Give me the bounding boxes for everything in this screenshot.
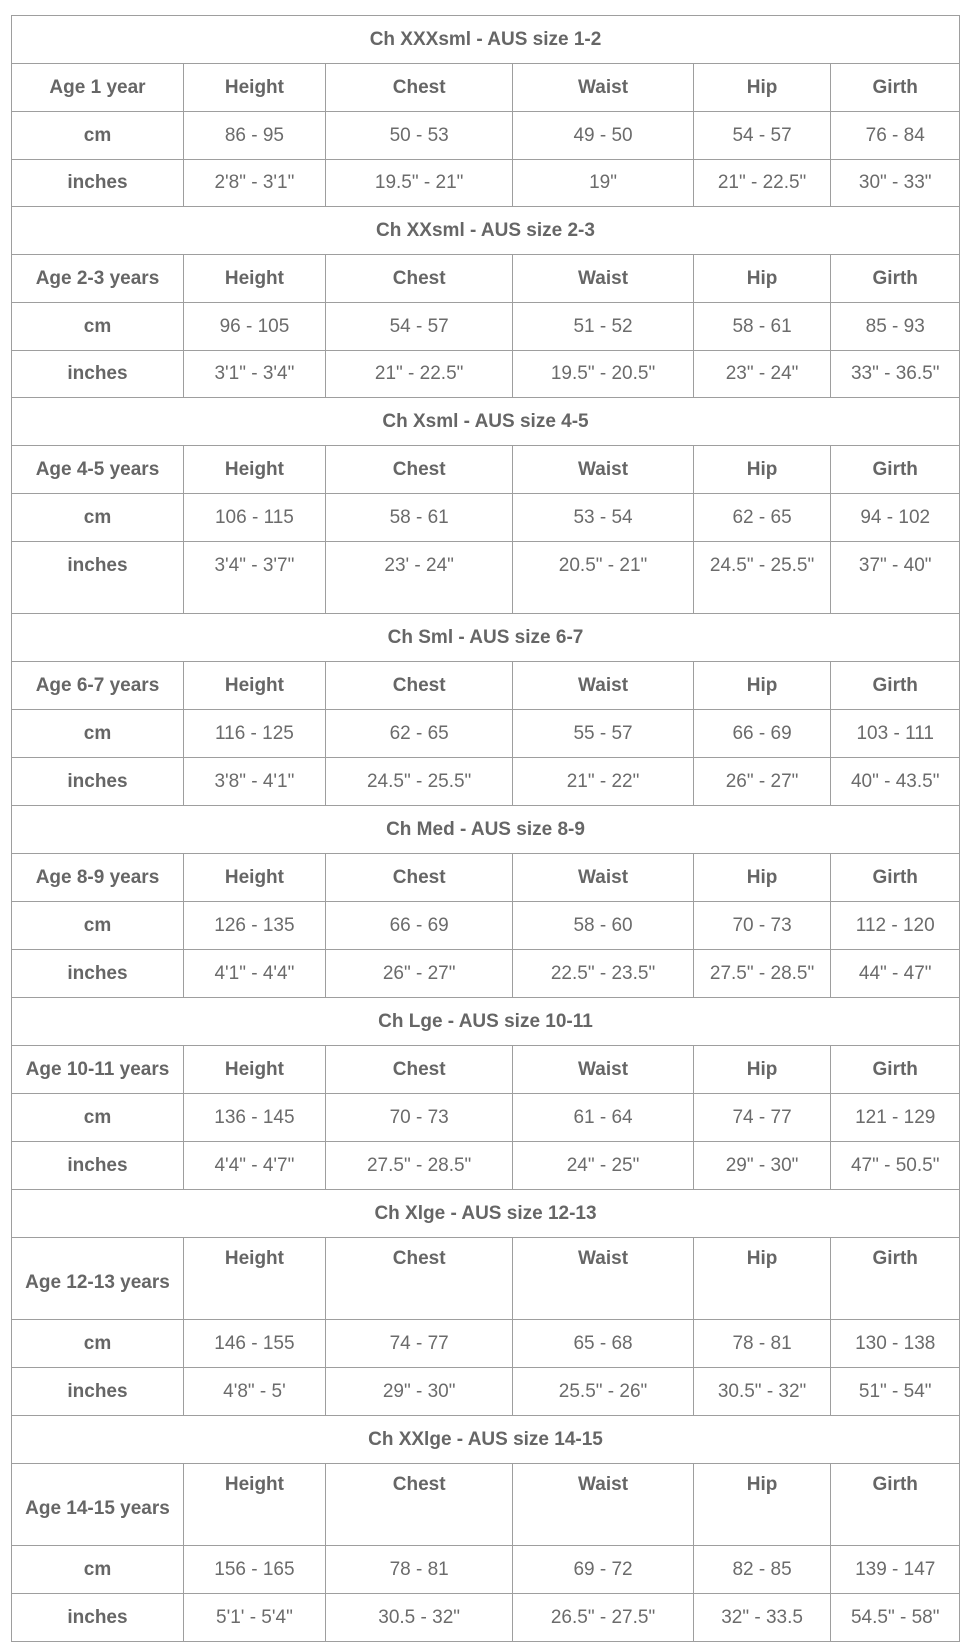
cm-height: 106 - 115 <box>183 494 325 542</box>
measurement-header-row <box>12 64 960 112</box>
cm-chest: 50 - 53 <box>325 112 513 160</box>
inches-height: 4'4" - 4'7" <box>183 1142 325 1190</box>
unit-label-cm: cm <box>12 494 184 542</box>
inches-waist: 24" - 25" <box>513 1142 693 1190</box>
header-girth: Girth <box>831 1238 960 1320</box>
inches-height: 2'8" - 3'1" <box>183 160 325 207</box>
inches-hip: 32" - 33.5 <box>693 1594 831 1642</box>
cm-row <box>12 1546 960 1594</box>
cm-hip: 66 - 69 <box>693 710 831 758</box>
unit-label-inches: inches <box>12 160 184 207</box>
inches-row <box>12 1594 960 1642</box>
header-chest: Chest <box>325 64 513 112</box>
header-hip: Hip <box>693 662 831 710</box>
header-height: Height <box>183 446 325 494</box>
cm-row <box>12 303 960 351</box>
inches-chest: 30.5 - 32" <box>325 1594 513 1642</box>
inches-hip: 27.5" - 28.5" <box>693 950 831 998</box>
cm-waist: 58 - 60 <box>513 902 693 950</box>
inches-hip: 23" - 24" <box>693 351 831 398</box>
header-height: Height <box>183 662 325 710</box>
unit-label-inches: inches <box>12 1368 184 1416</box>
header-hip: Hip <box>693 1046 831 1094</box>
header-hip: Hip <box>693 255 831 303</box>
size-group-title: Ch Sml - AUS size 6-7 <box>12 614 960 662</box>
measurement-header-row <box>12 1046 960 1094</box>
inches-row <box>12 542 960 614</box>
size-group-title: Ch XXsml - AUS size 2-3 <box>12 207 960 255</box>
header-hip: Hip <box>693 1464 831 1546</box>
measurement-header-row <box>12 255 960 303</box>
measurement-header-row <box>12 662 960 710</box>
cm-girth: 76 - 84 <box>831 112 960 160</box>
size-group-title: Ch XXlge - AUS size 14-15 <box>12 1416 960 1464</box>
header-girth: Girth <box>831 854 960 902</box>
inches-height: 4'1" - 4'4" <box>183 950 325 998</box>
cm-girth: 139 - 147 <box>831 1546 960 1594</box>
header-girth: Girth <box>831 255 960 303</box>
size-group-title-row <box>12 207 960 255</box>
age-label: Age 6-7 years <box>12 662 184 710</box>
cm-girth: 121 - 129 <box>831 1094 960 1142</box>
cm-row <box>12 710 960 758</box>
cm-height: 126 - 135 <box>183 902 325 950</box>
size-group-title: Ch Med - AUS size 8-9 <box>12 806 960 854</box>
header-hip: Hip <box>693 64 831 112</box>
header-hip: Hip <box>693 854 831 902</box>
header-chest: Chest <box>325 662 513 710</box>
unit-label-inches: inches <box>12 950 184 998</box>
measurement-header-row <box>12 1464 960 1546</box>
unit-label-inches: inches <box>12 1594 184 1642</box>
cm-row <box>12 1094 960 1142</box>
cm-height: 96 - 105 <box>183 303 325 351</box>
unit-label-inches: inches <box>12 1142 184 1190</box>
inches-girth: 44" - 47" <box>831 950 960 998</box>
inches-waist: 19" <box>513 160 693 207</box>
age-label: Age 14-15 years <box>12 1464 184 1546</box>
size-chart-body <box>12 16 960 1642</box>
inches-height: 3'8" - 4'1" <box>183 758 325 806</box>
inches-hip: 29" - 30" <box>693 1142 831 1190</box>
header-chest: Chest <box>325 1464 513 1546</box>
cm-row <box>12 902 960 950</box>
header-waist: Waist <box>513 255 693 303</box>
inches-height: 5'1' - 5'4" <box>183 1594 325 1642</box>
inches-waist: 21" - 22" <box>513 758 693 806</box>
header-girth: Girth <box>831 446 960 494</box>
cm-hip: 58 - 61 <box>693 303 831 351</box>
header-waist: Waist <box>513 854 693 902</box>
inches-row <box>12 1368 960 1416</box>
header-waist: Waist <box>513 1046 693 1094</box>
unit-label-cm: cm <box>12 1320 184 1368</box>
cm-waist: 69 - 72 <box>513 1546 693 1594</box>
age-label: Age 1 year <box>12 64 184 112</box>
size-group-title-row <box>12 614 960 662</box>
unit-label-inches: inches <box>12 351 184 398</box>
cm-hip: 62 - 65 <box>693 494 831 542</box>
measurement-header-row <box>12 446 960 494</box>
inches-girth: 51" - 54" <box>831 1368 960 1416</box>
cm-row <box>12 1320 960 1368</box>
cm-hip: 82 - 85 <box>693 1546 831 1594</box>
header-chest: Chest <box>325 255 513 303</box>
size-group-title-row <box>12 1190 960 1238</box>
header-girth: Girth <box>831 1046 960 1094</box>
inches-waist: 26.5" - 27.5" <box>513 1594 693 1642</box>
size-group-title: Ch Xlge - AUS size 12-13 <box>12 1190 960 1238</box>
header-girth: Girth <box>831 64 960 112</box>
inches-chest: 26" - 27" <box>325 950 513 998</box>
unit-label-cm: cm <box>12 303 184 351</box>
size-group-title-row <box>12 398 960 446</box>
header-chest: Chest <box>325 1046 513 1094</box>
header-chest: Chest <box>325 854 513 902</box>
inches-waist: 22.5" - 23.5" <box>513 950 693 998</box>
cm-girth: 103 - 111 <box>831 710 960 758</box>
inches-waist: 19.5" - 20.5" <box>513 351 693 398</box>
measurement-header-row <box>12 854 960 902</box>
cm-hip: 54 - 57 <box>693 112 831 160</box>
age-label: Age 10-11 years <box>12 1046 184 1094</box>
unit-label-cm: cm <box>12 902 184 950</box>
header-hip: Hip <box>693 1238 831 1320</box>
inches-chest: 21" - 22.5" <box>325 351 513 398</box>
age-label: Age 4-5 years <box>12 446 184 494</box>
cm-hip: 74 - 77 <box>693 1094 831 1142</box>
header-girth: Girth <box>831 662 960 710</box>
inches-girth: 33" - 36.5" <box>831 351 960 398</box>
cm-waist: 65 - 68 <box>513 1320 693 1368</box>
inches-waist: 25.5" - 26" <box>513 1368 693 1416</box>
age-label: Age 12-13 years <box>12 1238 184 1320</box>
size-group-title-row <box>12 1416 960 1464</box>
size-group-title: Ch Lge - AUS size 10-11 <box>12 998 960 1046</box>
cm-girth: 94 - 102 <box>831 494 960 542</box>
header-hip: Hip <box>693 446 831 494</box>
inches-chest: 24.5" - 25.5" <box>325 758 513 806</box>
cm-height: 86 - 95 <box>183 112 325 160</box>
unit-label-cm: cm <box>12 112 184 160</box>
inches-row <box>12 351 960 398</box>
cm-row <box>12 494 960 542</box>
inches-row <box>12 950 960 998</box>
cm-row <box>12 112 960 160</box>
inches-row <box>12 160 960 207</box>
size-group-title: Ch XXXsml - AUS size 1-2 <box>12 16 960 64</box>
inches-chest: 27.5" - 28.5" <box>325 1142 513 1190</box>
inches-chest: 19.5" - 21" <box>325 160 513 207</box>
size-group-title-row <box>12 16 960 64</box>
inches-chest: 23' - 24" <box>325 542 513 614</box>
inches-girth: 40" - 43.5" <box>831 758 960 806</box>
inches-hip: 21" - 22.5" <box>693 160 831 207</box>
unit-label-inches: inches <box>12 758 184 806</box>
inches-girth: 47" - 50.5" <box>831 1142 960 1190</box>
inches-waist: 20.5" - 21" <box>513 542 693 614</box>
cm-waist: 49 - 50 <box>513 112 693 160</box>
cm-chest: 62 - 65 <box>325 710 513 758</box>
header-height: Height <box>183 1238 325 1320</box>
cm-height: 146 - 155 <box>183 1320 325 1368</box>
cm-chest: 54 - 57 <box>325 303 513 351</box>
cm-girth: 85 - 93 <box>831 303 960 351</box>
header-chest: Chest <box>325 1238 513 1320</box>
header-height: Height <box>183 255 325 303</box>
cm-waist: 61 - 64 <box>513 1094 693 1142</box>
cm-height: 116 - 125 <box>183 710 325 758</box>
cm-chest: 66 - 69 <box>325 902 513 950</box>
cm-waist: 53 - 54 <box>513 494 693 542</box>
header-waist: Waist <box>513 662 693 710</box>
cm-hip: 70 - 73 <box>693 902 831 950</box>
cm-girth: 130 - 138 <box>831 1320 960 1368</box>
cm-waist: 55 - 57 <box>513 710 693 758</box>
header-height: Height <box>183 854 325 902</box>
cm-chest: 74 - 77 <box>325 1320 513 1368</box>
inches-girth: 37" - 40" <box>831 542 960 614</box>
header-chest: Chest <box>325 446 513 494</box>
cm-chest: 58 - 61 <box>325 494 513 542</box>
inches-row <box>12 758 960 806</box>
inches-girth: 30" - 33" <box>831 160 960 207</box>
cm-chest: 70 - 73 <box>325 1094 513 1142</box>
inches-hip: 26" - 27" <box>693 758 831 806</box>
header-waist: Waist <box>513 64 693 112</box>
size-chart-table <box>11 15 960 1642</box>
header-waist: Waist <box>513 1238 693 1320</box>
cm-girth: 112 - 120 <box>831 902 960 950</box>
size-group-title-row <box>12 998 960 1046</box>
age-label: Age 2-3 years <box>12 255 184 303</box>
measurement-header-row <box>12 1238 960 1320</box>
unit-label-cm: cm <box>12 710 184 758</box>
unit-label-inches: inches <box>12 542 184 614</box>
inches-height: 3'1" - 3'4" <box>183 351 325 398</box>
cm-chest: 78 - 81 <box>325 1546 513 1594</box>
header-girth: Girth <box>831 1464 960 1546</box>
cm-height: 156 - 165 <box>183 1546 325 1594</box>
inches-hip: 30.5" - 32" <box>693 1368 831 1416</box>
cm-waist: 51 - 52 <box>513 303 693 351</box>
inches-row <box>12 1142 960 1190</box>
header-height: Height <box>183 1046 325 1094</box>
age-label: Age 8-9 years <box>12 854 184 902</box>
cm-height: 136 - 145 <box>183 1094 325 1142</box>
unit-label-cm: cm <box>12 1094 184 1142</box>
unit-label-cm: cm <box>12 1546 184 1594</box>
header-waist: Waist <box>513 1464 693 1546</box>
header-height: Height <box>183 64 325 112</box>
size-group-title-row <box>12 806 960 854</box>
cm-hip: 78 - 81 <box>693 1320 831 1368</box>
header-height: Height <box>183 1464 325 1546</box>
inches-chest: 29" - 30" <box>325 1368 513 1416</box>
header-waist: Waist <box>513 446 693 494</box>
inches-hip: 24.5" - 25.5" <box>693 542 831 614</box>
inches-height: 4'8" - 5' <box>183 1368 325 1416</box>
inches-girth: 54.5" - 58" <box>831 1594 960 1642</box>
inches-height: 3'4" - 3'7" <box>183 542 325 614</box>
size-group-title: Ch Xsml - AUS size 4-5 <box>12 398 960 446</box>
